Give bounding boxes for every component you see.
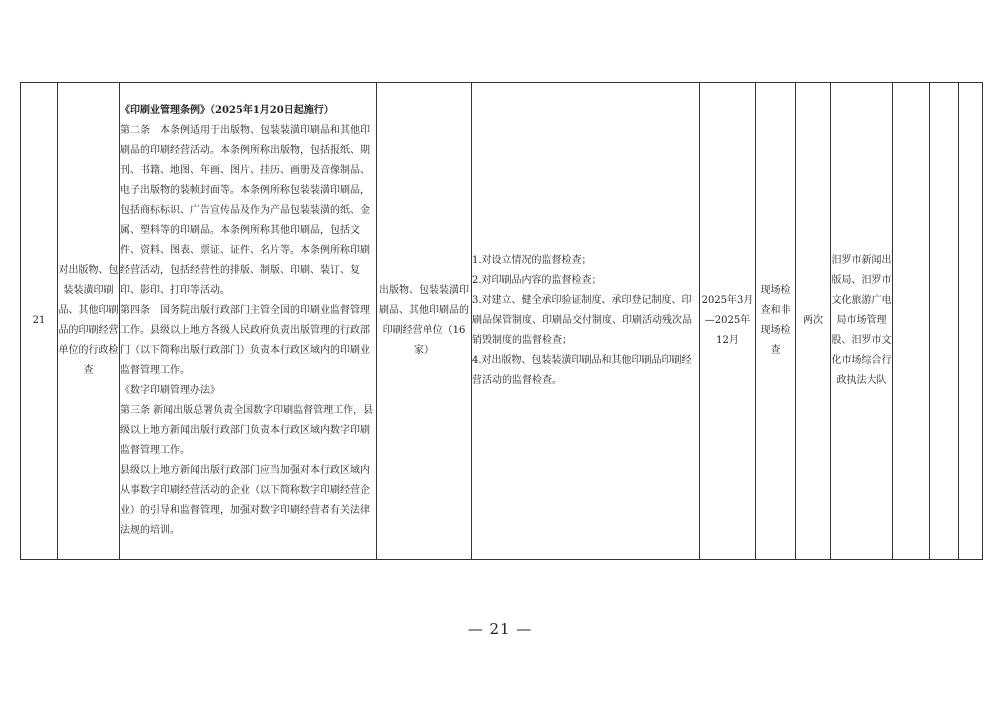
- inspection-table: [20, 82, 983, 560]
- inspection-matter: 对出版物、包装装潢印刷品、其他印刷品的印刷经营单位的行政检查: [58, 83, 120, 560]
- basis-title-measures: 《数字印刷管理办法》: [120, 385, 220, 396]
- page-number: — 21 —: [467, 620, 533, 638]
- basis-article-2: 第二条 本条例适用于出版物、包装装潢印刷品和其他印刷品的印刷经营活动。本条例所称出版物，包括报纸、期刊、书籍、地图、年画、图片、挂历、画册及音像制品、电子出版物的装帧封面等。本条例所称包装装潢印刷品，包括商标标识、广告宣传品及作为产品包装装潢的纸、金属、塑料等的印刷品。本条例所称其他印刷品，包括文件、资料、图表、票证、证件、名片等。本条例所称印刷经营活动，包括经营性的排版、制版、印刷、装订、复印、影印、打印等活动。: [120, 125, 370, 296]
- content-item: 3.对建立、健全承印验证制度、承印登记制度、印刷品保管制度、印刷品交付制度、印刷活动残次品销毁制度的监督检查；: [472, 295, 692, 346]
- basis-title-regulation: 《印刷业管理条例》（2025年1月20日起施行）: [120, 105, 334, 116]
- basis-article-3-para2: 县级以上地方新闻出版行政部门应当加强对本行政区域内从事数字印刷经营活动的企业（以下简称数字印刷经营企业）的引导和监督管理，加强对数字印刷经营者有关法律法规的培训。: [120, 465, 370, 536]
- empty-cell: [930, 83, 959, 560]
- empty-cell: [959, 83, 983, 560]
- table-row: [21, 83, 983, 560]
- inspection-object: 出版物、包装装潢印刷品、其他印刷品的印刷经营单位（16家）: [377, 83, 472, 560]
- content-item: 2.对印刷品内容的监督检查；: [472, 275, 602, 286]
- inspection-time: 2025年3月—2025年12月: [700, 83, 756, 560]
- inspection-method: 现场检查和非现场检查: [756, 83, 796, 560]
- inspection-content: [472, 83, 700, 560]
- content-item: 1.对设立情况的监督检查；: [472, 255, 592, 266]
- basis-article-3: 第三条 新闻出版总署负责全国数字印刷监督管理工作，县级以上地方新闻出版行政部门负责本行政区域内数字印刷监督管理工作。: [120, 405, 374, 456]
- row-number: 21: [21, 83, 58, 560]
- basis-article-4: 第四条 国务院出版行政部门主管全国的印刷业监督管理工作。县级以上地方各级人民政府负责出版管理的行政部门（以下简称出版行政部门）负责本行政区域内的印刷业监督管理工作。: [120, 305, 370, 376]
- legal-basis: [120, 83, 377, 560]
- inspection-organization: 汨罗市新闻出版局、汨罗市文化旅游广电局市场管理股、汨罗市文化市场综合行政执法大队: [831, 83, 893, 560]
- inspection-frequency: 两次: [796, 83, 831, 560]
- empty-cell: [893, 83, 930, 560]
- content-item: 4.对出版物、包装装潢印刷品和其他印刷品印刷经营活动的监督检查。: [472, 355, 692, 386]
